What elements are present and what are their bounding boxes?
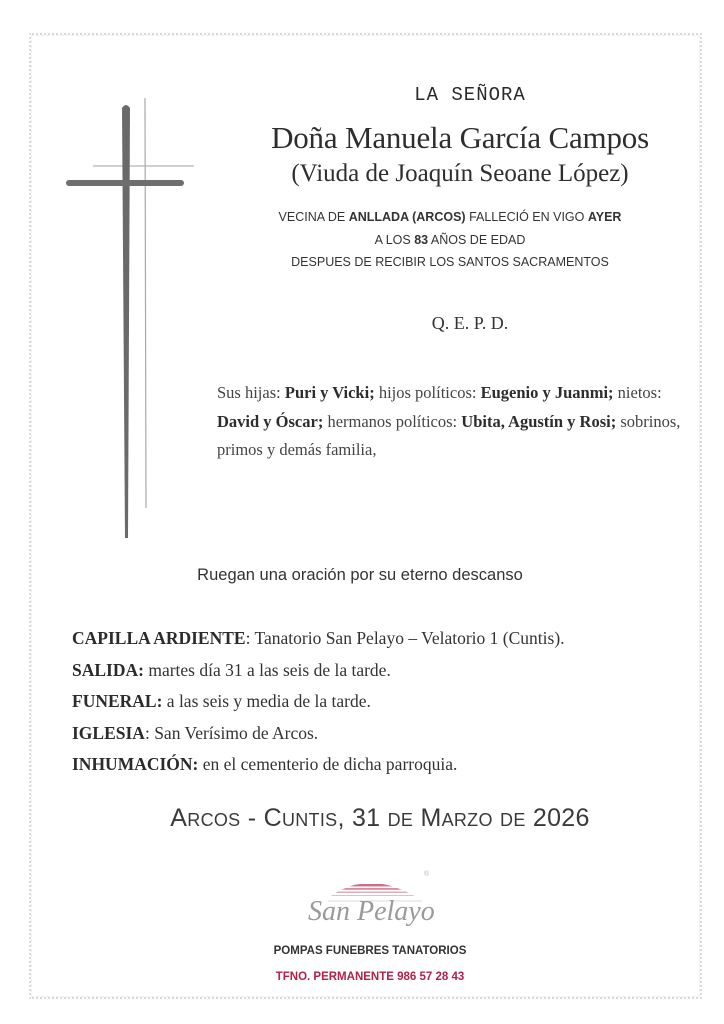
detail-row-church [72, 718, 692, 750]
detail-label: SALIDA: [72, 659, 144, 680]
phone-line: TFNO. PERMANENTE 986 57 28 43 [275, 971, 465, 983]
detail-row-chapel [72, 623, 692, 655]
info-text: AÑOS DE EDAD [428, 233, 526, 247]
detail-row-departure [72, 655, 692, 687]
family-label: hermanos políticos: [323, 411, 462, 431]
residence-place: ANLLADA (ARCOS) [348, 210, 466, 224]
info-line-3: DESPUES DE RECIBIR LOS SANTOS SACRAMENTOS [291, 255, 609, 269]
detail-sep: : [144, 722, 155, 743]
siblings-in-law: Ubita, Agustín y Rosi; [461, 411, 617, 431]
detail-label: IGLESIA [72, 722, 145, 743]
other-relatives: sobrinos, primos y demás familia, [217, 411, 681, 459]
company-tagline: POMPAS FUNEBRES TANATORIOS [273, 945, 467, 957]
detail-value: Tanatorio San Pelayo – Velatorio 1 (Cuntis). [254, 628, 565, 648]
daughters: Puri y Vicki; [284, 383, 375, 402]
widow-of: (Viuda de Joaquín Seoane López) [291, 160, 629, 187]
detail-row-funeral [72, 686, 692, 718]
detail-label: FUNERAL: [72, 691, 163, 711]
detail-sep: : [245, 628, 255, 648]
qepd: Q. E. P. D. [431, 313, 509, 333]
cross-icon [64, 98, 194, 543]
family-label: nietos: [613, 383, 662, 402]
svg-text:®: ® [424, 871, 430, 878]
info-text: VECINA DE [278, 210, 349, 224]
title-label: LA SEÑORA [414, 84, 526, 106]
age: 83 [414, 233, 429, 247]
detail-value: a las seis y media de la tarde. [166, 691, 371, 711]
info-line-2 [240, 233, 660, 247]
detail-label: CAPILLA ARDIENTE [72, 628, 246, 648]
info-text: A LOS [374, 233, 415, 247]
detail-value: en el cementerio de dicha parroquia. [202, 754, 458, 774]
san-pelayo-logo [300, 860, 445, 940]
details-list [72, 623, 692, 781]
place-date: Arcos - Cuntis, 31 de Marzo de 2026 [170, 804, 590, 832]
family-paragraph [217, 379, 687, 465]
detail-value: San Verísimo de Arcos. [154, 722, 319, 743]
detail-row-burial [72, 749, 692, 781]
svg-text:San Pelayo: San Pelayo [308, 896, 435, 927]
info-line-1 [240, 210, 660, 224]
death-when: AYER [587, 210, 622, 224]
info-text: FALLECIÓ EN VIGO [465, 210, 588, 224]
family-label: Sus hijas: [217, 383, 285, 402]
sons-in-law: Eugenio y Juanmi; [480, 383, 614, 402]
detail-value: martes día 31 a las seis de la tarde. [148, 659, 391, 680]
grandchildren: David y Óscar; [217, 411, 324, 431]
prayer-request: Ruegan una oración por su eterno descanso [197, 566, 523, 584]
detail-label: INHUMACIÓN: [72, 754, 199, 774]
family-label: hijos políticos: [374, 383, 481, 402]
deceased-name: Doña Manuela García Campos [271, 120, 649, 155]
